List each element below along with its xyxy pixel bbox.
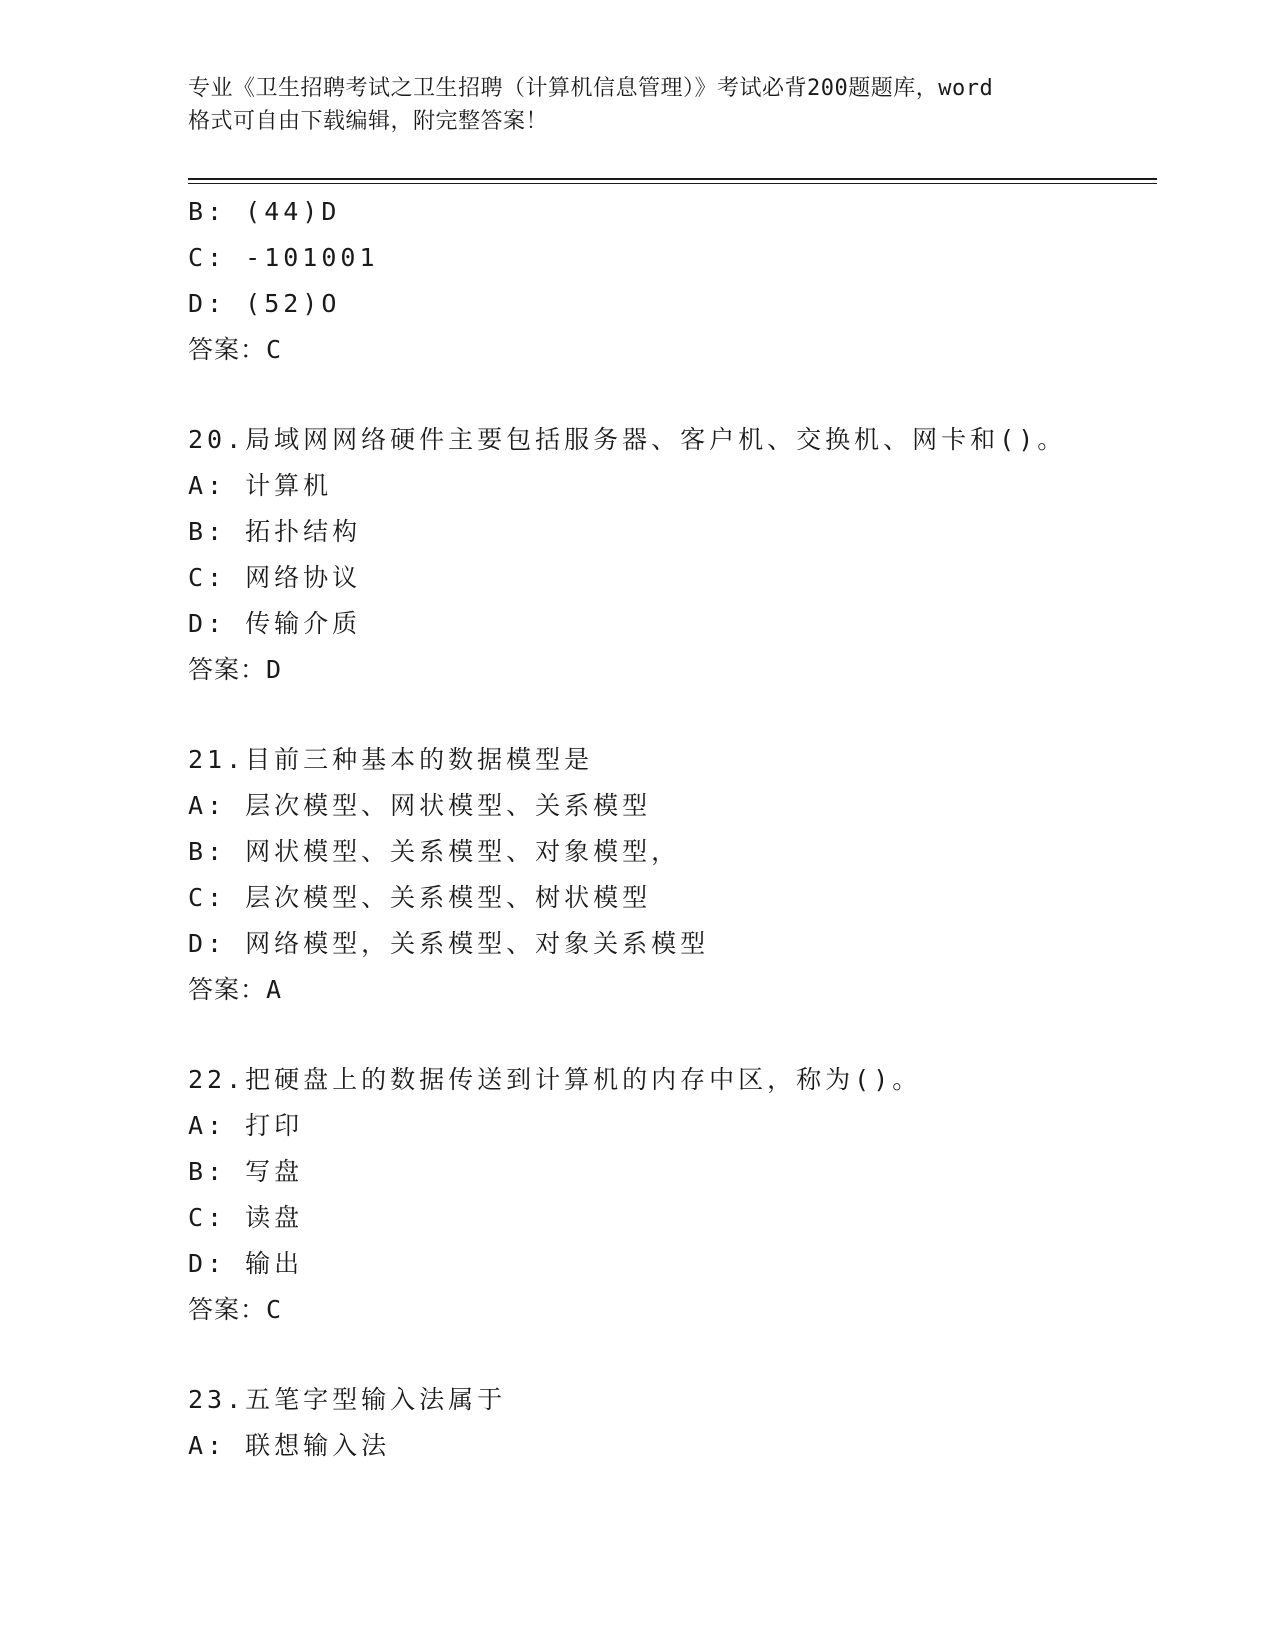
option-b: B: 拓扑结构 — [188, 517, 362, 546]
document-body — [188, 189, 1157, 1469]
option-a: A: 层次模型、网状模型、关系模型 — [188, 791, 652, 820]
option-c: C: -101001 — [188, 243, 379, 272]
answer-line: 答案：C — [188, 335, 283, 364]
spacer — [188, 1013, 1157, 1057]
header-title-line-1: 专业《卫生招聘考试之卫生招聘（计算机信息管理）》考试必背200题题库，word — [188, 76, 994, 101]
question-19-continuation — [188, 189, 1157, 373]
option-c: C: 读盘 — [188, 1203, 304, 1232]
option-a: A: 计算机 — [188, 471, 333, 500]
header-divider — [188, 178, 1157, 180]
option-d: D: 传输介质 — [188, 609, 362, 638]
question-22 — [188, 1057, 1157, 1333]
answer-line: 答案：C — [188, 1295, 283, 1324]
option-d: D: (52)O — [188, 289, 341, 318]
spacer — [188, 1333, 1157, 1377]
question-stem: 22.把硬盘上的数据传送到计算机的内存中区，称为()。 — [188, 1065, 922, 1094]
answer-line: 答案：D — [188, 655, 283, 684]
question-stem: 20.局域网网络硬件主要包括服务器、客户机、交换机、网卡和()。 — [188, 425, 1067, 454]
question-20 — [188, 417, 1157, 693]
option-b: B: 写盘 — [188, 1157, 304, 1186]
option-a: A: 联想输入法 — [188, 1431, 391, 1460]
question-stem: 21.目前三种基本的数据模型是 — [188, 745, 594, 774]
option-d: D: 输出 — [188, 1249, 304, 1278]
option-c: C: 网络协议 — [188, 563, 362, 592]
question-stem: 23.五笔字型输入法属于 — [188, 1385, 507, 1414]
option-c: C: 层次模型、关系模型、树状模型 — [188, 883, 652, 912]
spacer — [188, 373, 1157, 417]
answer-line: 答案：A — [188, 975, 283, 1004]
header-divider-thin — [188, 183, 1157, 184]
header-title-line-2: 格式可自由下载编辑，附完整答案！ — [188, 109, 549, 134]
document-header — [188, 72, 1088, 138]
spacer — [188, 693, 1157, 737]
question-21 — [188, 737, 1157, 1013]
option-d: D: 网络模型，关系模型、对象关系模型 — [188, 929, 710, 958]
option-b: B: (44)D — [188, 197, 341, 226]
option-b: B: 网状模型、关系模型、对象模型， — [188, 837, 681, 866]
option-a: A: 打印 — [188, 1111, 304, 1140]
question-23 — [188, 1377, 1157, 1469]
